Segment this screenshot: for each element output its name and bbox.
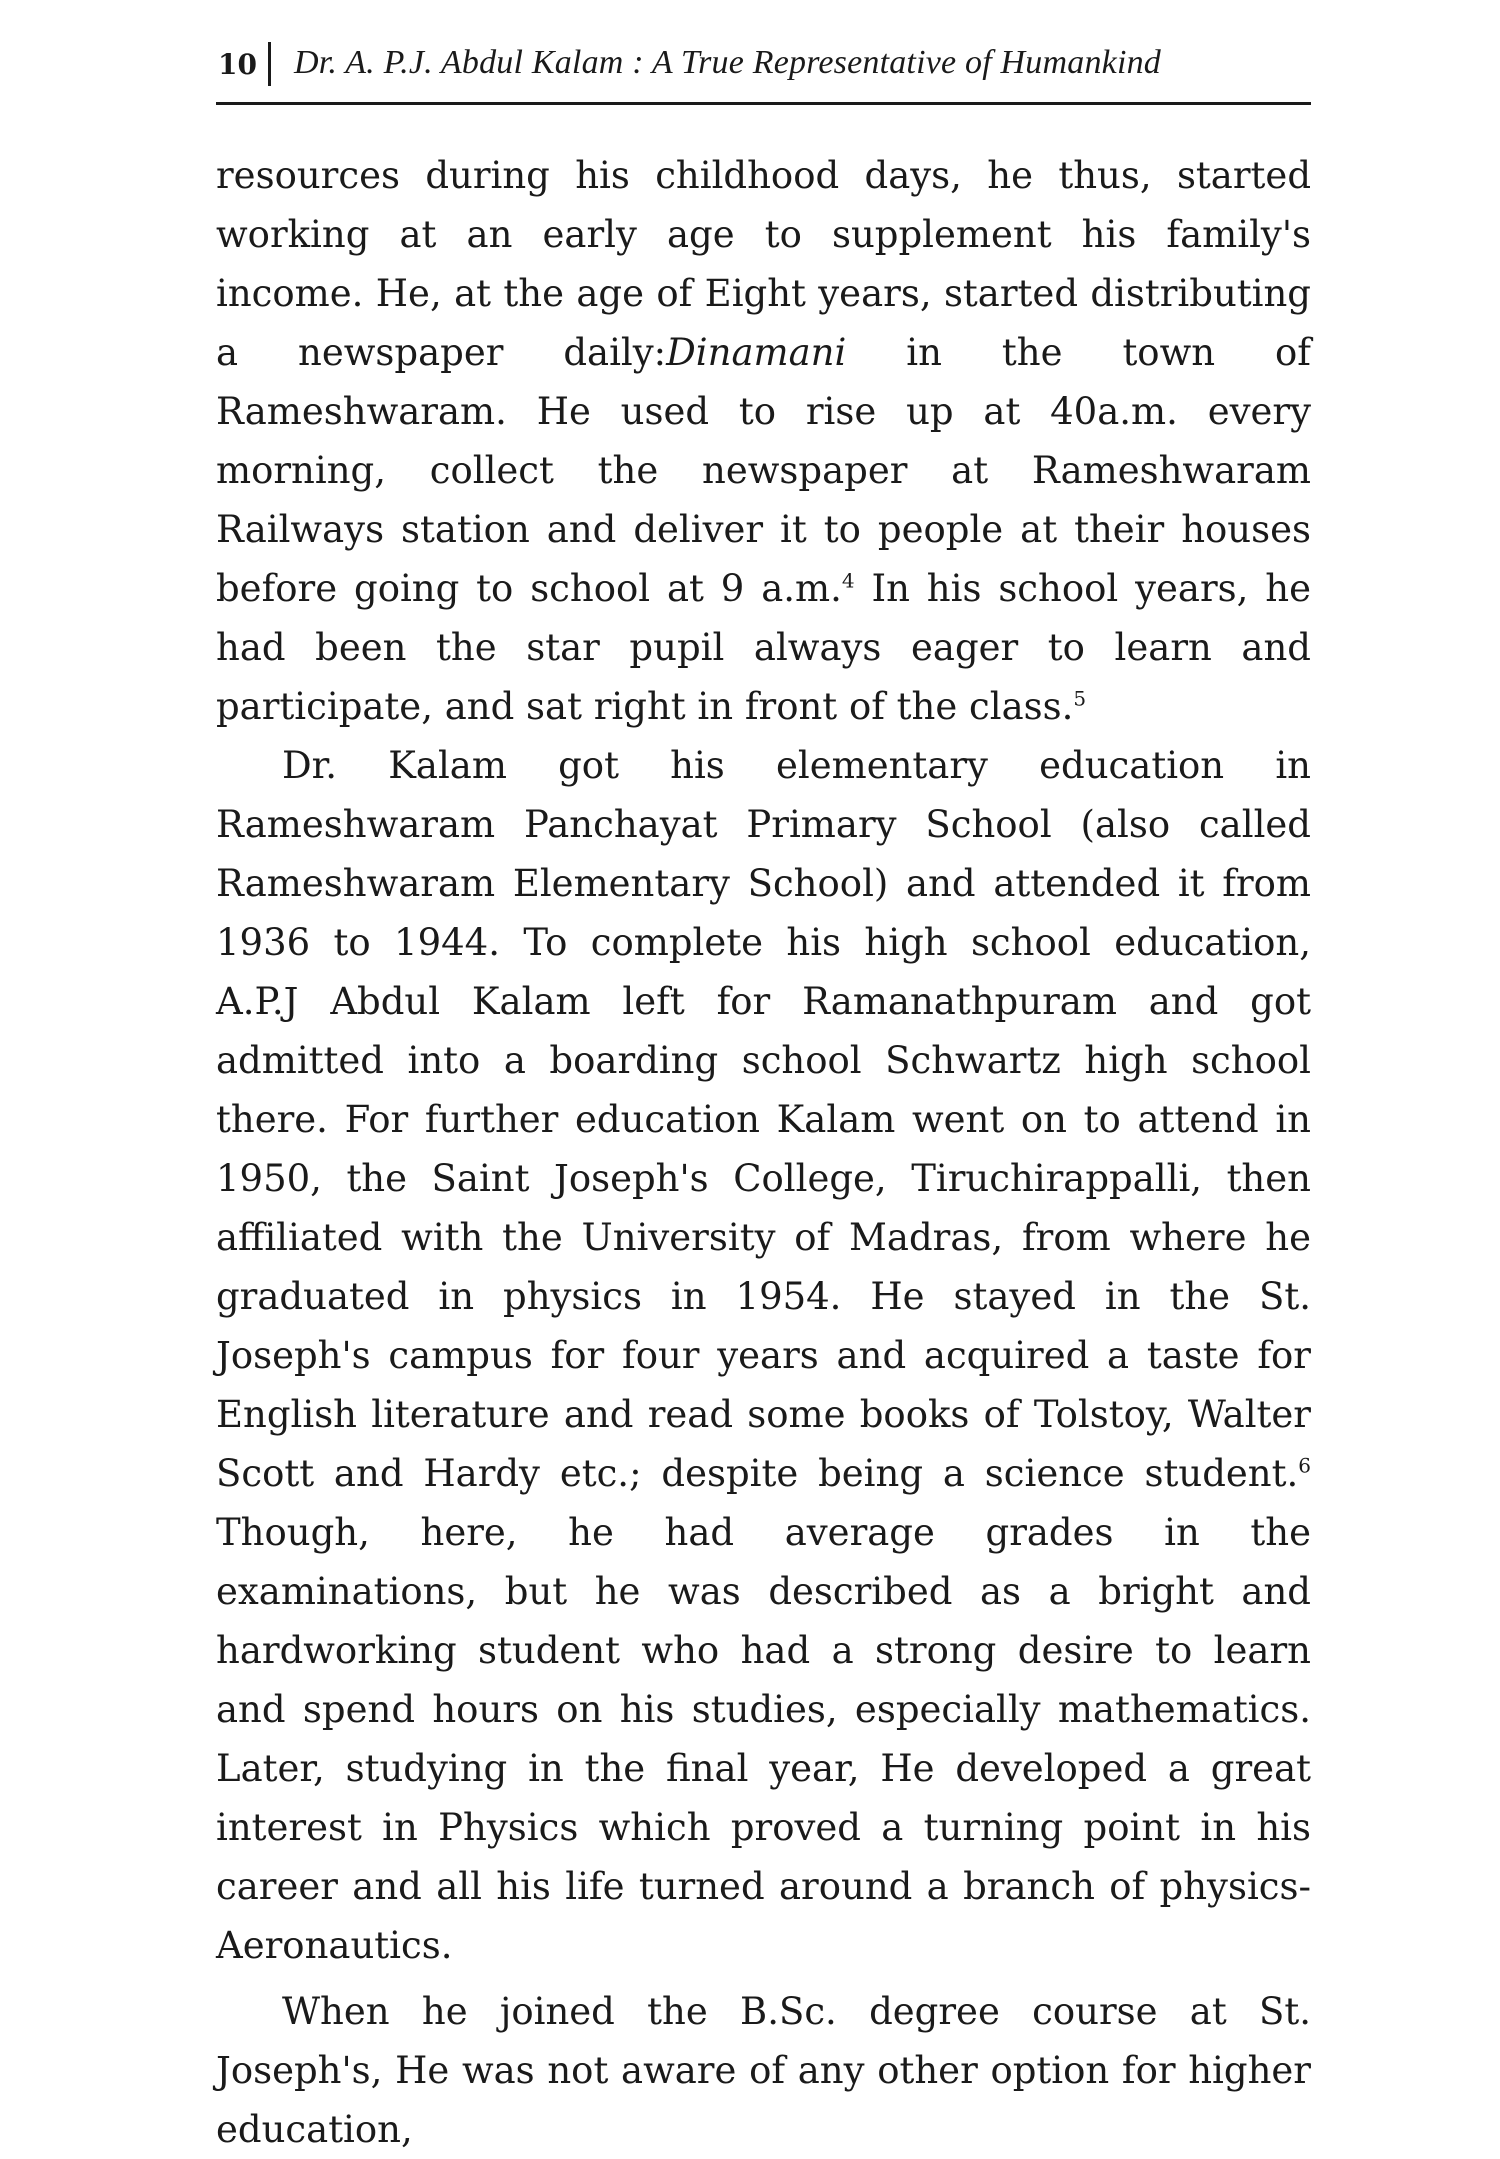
paragraph-2-text-b: Though, here, he had average grades in the examinations, but he was described as a bright and hardworking student who had a strong desire to learn and spend hours on his studies, especially mathematics. Later, studying in the final year, He developed a great interest in Physics which proved a turning point in his career and all his life turned around a branch of physics-Aeronautics. [216,1511,1311,1967]
body-text [216,146,1311,2159]
paragraph-1-text-a: resources during his childhood days, he thus, started working at an early age to supplement his family's income. He, at the age of Eight years, started distributing a newspaper daily: [216,154,1311,374]
header-separator [268,42,271,86]
running-title: Dr. A. P.J. Abdul Kalam : A True Representative of Humankind [294,44,1161,81]
paragraph-2 [216,736,1311,1975]
paragraph-1-text-c: In his school years, he had been the star pupil always eager to learn and participate, and sat right in front of the class. [216,567,1311,728]
footnote-ref-4: 4 [841,568,855,593]
page-number: 10 [218,48,257,81]
footnote-ref-5: 5 [1073,686,1087,711]
newspaper-name: Dinamani [666,331,847,374]
paragraph-1-text-b: in the town of Rameshwaram. He used to rise up at 40a.m. every morning, collect the newspaper at Rameshwaram Railways station and deliver it to people at their houses before going to school at 9 a.m. [216,331,1312,610]
paragraph-3 [216,1982,1311,2159]
paragraph-2-text-a: Dr. Kalam got his elementary education in Rameshwaram Panchayat Primary School (also called Rameshwaram Elementary School) and attended it from 1936 to 1944. To complete his high school education, A.P.J Abdul Kalam left for Ramanathpuram and got admitted into a boarding school Schwartz high school there. For further education Kalam went on to attend in 1950, the Saint Joseph's College, Tiruchirappalli, then affiliated with the University of Madras, from where he graduated in physics in 1954. He stayed in the St. Joseph's campus for four years and acquired a taste for English literature and read some books of Tolstoy, Walter Scott and Hardy etc.; despite being a science student. [216,744,1311,1495]
paragraph-1 [216,146,1311,736]
running-header [216,38,1311,105]
footnote-ref-6: 6 [1298,1453,1311,1478]
paragraph-3-text: When he joined the B.Sc. degree course at St. Joseph's, He was not aware of any other option for higher education, [216,1990,1311,2151]
